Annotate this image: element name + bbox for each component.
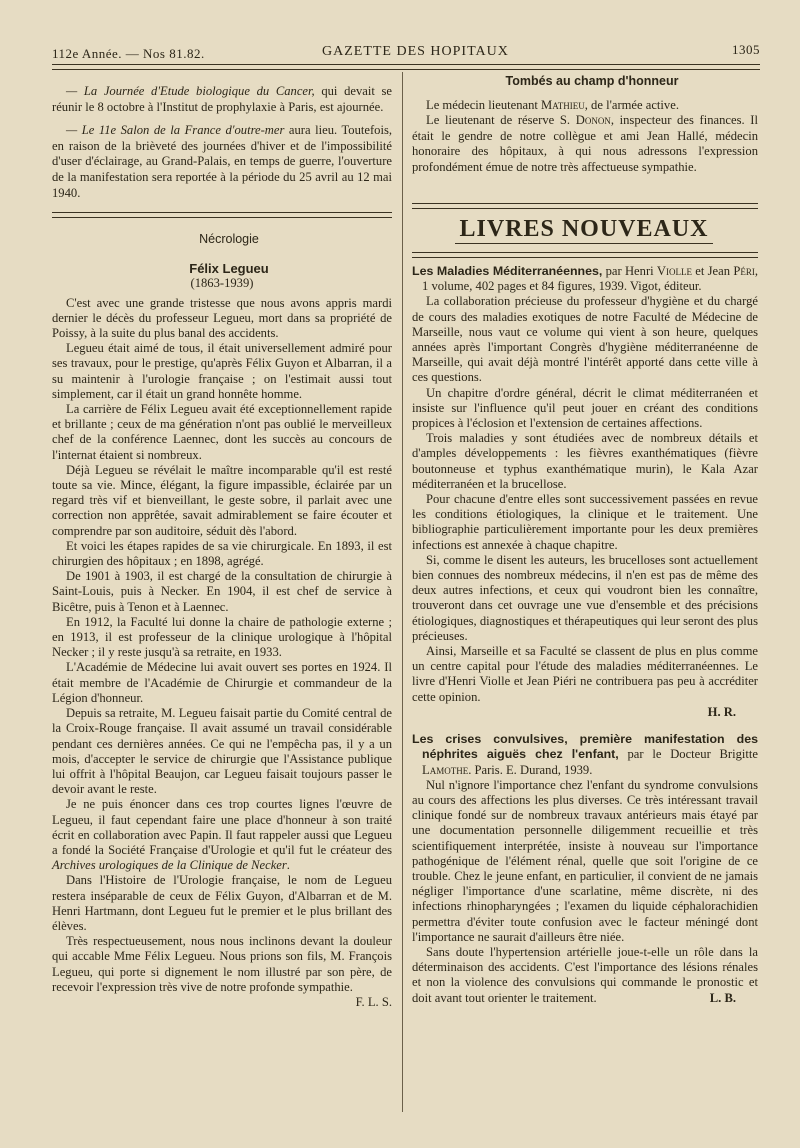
archives-tail: . <box>286 858 290 873</box>
livres-bottom-rule <box>412 252 758 258</box>
obituary-dates: (1863-1939) <box>190 276 254 291</box>
tombes-name: Mathieu <box>541 97 585 112</box>
tombes-entry-1 <box>412 98 758 114</box>
review-paragraph: La collaboration précieuse du professeur d'hygiène et du chargé de cours des maladies exotiques de notre Faculté de Médecine de Marseille, nous vaut ce volume qui vient à son heure, quelques années après l'important Congrès d'hygiène méditerranéenne de Marseille, qui avait déjà montré l'intérêt apporté dans cette ville à ces questions. <box>412 294 758 385</box>
tombes-text: Le médecin lieutenant <box>426 97 542 112</box>
necro-paragraph: C'est avec une grande tristesse que nous avons appris mardi dernier le décès du professeur Legueu, mort dans sa propriété de Poissy, à la suite du plus banal des accidents. <box>52 295 392 341</box>
necro-paragraph: Déjà Legueu se révélait le maître incomparable qu'il est resté toute sa vie. Mince, élégant, la figure impassible, éclairée par un regard très vif et bienveillant, le geste sobre, il parlait avec une correction non apprêtée, savait admirablement se faire écouter et comprendre par son auditoire, séduit dès l'abord. <box>52 462 392 538</box>
tombes-text: , de l'armée active. <box>584 97 679 112</box>
header-rule <box>52 64 760 70</box>
book-ref-text: par Henri <box>602 264 657 278</box>
tombes-entry-2 <box>412 113 758 175</box>
necro-paragraph-final <box>52 934 392 1009</box>
salon-notice-text: aura lieu. Toutefois, en raison de la brièveté des journées d'hiver et de l'impossibilité d'user d'éclairage, au Grand-Palais, en temps de guerre, l'ouverture de la manifestation sera reportée à la période du 25 avril au 12 mai 1940. <box>52 123 392 200</box>
book-author: Lamothe <box>422 762 469 777</box>
book-title: Les crises convulsives, première manifestation des néphrites aiguës chez l'enfant, <box>412 732 758 762</box>
necro-paragraph: Dans l'Histoire de l'Urologie française, le nom de Legueu restera inséparable de ceux de Félix Guyon, d'Albarran et de M. Henri Hartmann, dont Legueu fut le premier et le plus brillant des élèves. <box>52 873 392 933</box>
review-paragraph: Ainsi, Marseille et sa Faculté se classent de plus en plus comme un centre capital pour l'étude des maladies méditerranéennes. Le livre d'Henri Violle et Jean Piéri ne contribuera pas peu à accréditer cette opinion. <box>412 644 758 704</box>
issue-number: 112e Année. — Nos 81.82. <box>52 46 205 61</box>
necro-paragraph: L'Académie de Médecine lui avait ouvert ses portes en 1924. Il était membre de l'Académie de Chirurgie et commandeur de la Légion d'honneur. <box>52 660 392 705</box>
book-reference-2 <box>412 732 758 778</box>
book-author: Péri <box>733 264 755 278</box>
necro-paragraph: Legueu était aimé de tous, il était universellement admiré pour ses travaux, pour le prestige, qu'après Félix Guyon et Albarran, il a su maintenir à l'urologie française ; on l'estimait aussi tout simplement, car il était un grand honnête homme. <box>52 341 392 401</box>
necro-paragraph: Depuis sa retraite, M. Legueu faisait partie du Comité central de la Croix-Rouge française. Il avait assumé un travail considérable pendant ces dernières années. Ce qui ne l'empêcha pas, il y a un mois, d'accepter le service de chirurgie que l'Assistance publique lui offrit à l'hôpital Beaujon, car Legueu faisait toujours passer le devoir avant le reste. <box>52 706 392 797</box>
column-divider <box>402 72 403 1112</box>
tombes-name: Donon <box>575 113 611 128</box>
book-title: Les Maladies Méditerranéennes, <box>412 264 603 278</box>
obituary-name: Félix Legueu <box>189 261 269 277</box>
cancer-notice <box>52 84 392 115</box>
review-paragraph: Pour chacune d'entre elles sont successivement passées en revue les conditions étiologiques, la clinique et le traitement. Une bibliographie particulièrement importante pour les deux premières infections est annexée à chaque chapitre. <box>412 492 758 552</box>
necro-signature: F. L. S. <box>355 994 392 1009</box>
book-ref-text: et Jean <box>692 264 734 278</box>
review-signature: H. R. <box>707 704 736 719</box>
review-paragraph: Si, comme le disent les auteurs, les brucelloses sont actuellement bien connues des nombreux médecins, il n'en est pas de même des deux autres infections, et ceux qui voudront bien les connaître, trouveront dans cet ouvrage une vue d'ensemble et des précisions étiologiques, diagnostiques et thérapeutiques qui leur seront des plus précieuses. <box>412 552 758 643</box>
necrologie-column <box>52 232 392 1010</box>
necro-paragraph: De 1901 à 1903, il est chargé de la consultation de chirurgie à Saint-Louis, puis à Necker. En 1904, il est chef de service à Bicêtre, puis à Tenon et à Laennec. <box>52 569 392 614</box>
livres-title <box>410 216 758 250</box>
book-author: Violle <box>656 264 693 278</box>
necro-paragraph: Et voici les étapes rapides de sa vie chirurgicale. En 1893, il est chirurgien des hôpitaux ; en 1898, agrégé. <box>52 538 392 569</box>
necro-oeuvre-text: Je ne puis énoncer dans ces trop courtes lignes l'œuvre de Legueu, il faut cependant faire une place d'honneur à son traité écrit en collaboration avec Papin. Il faut rappeler aussi que Legueu a fondé la Société Française d'Urologie et qu'il fut le créateur des <box>52 797 392 857</box>
review-signature: L. B. <box>709 990 736 1005</box>
book-ref-text: par le Docteur Brigitte <box>618 747 758 762</box>
tombes-column <box>412 74 758 176</box>
journal-title: GAZETTE DES HOPITAUX <box>322 44 509 59</box>
necro-final-text: Très respectueusement, nous nous inclinons devant la douleur qui accable Mme Félix Legueu. Nous prions son fils, M. François Legueu, qui porte si dignement le nom illustré par son père, de recevoir l'expression très vive de notre profonde sympathie. <box>52 934 392 994</box>
necrologie-rule <box>52 212 392 218</box>
necrologie-heading: Nécrologie <box>199 232 259 246</box>
tombes-heading: Tombés au champ d'honneur <box>505 74 679 88</box>
livres-title-text: LIVRES NOUVEAUX <box>455 216 712 244</box>
tombes-text: , inspecteur des finances. Il était le gendre de notre collègue et ami Jean Hallé, médecin honoraire des hôpitaux, à qui nous adressons l'expression profondément émue de notre très affectueuse sympathie. <box>412 113 758 174</box>
livres-top-rule <box>412 203 758 209</box>
salon-notice-lead: — Le 11e Salon de la France d'outre-mer <box>66 123 285 138</box>
livres-column <box>412 264 758 1006</box>
salon-notice <box>52 123 392 201</box>
necro-paragraph-oeuvre <box>52 797 392 873</box>
left-column <box>52 84 392 201</box>
archives-title: Archives urologiques de la Clinique de Necker <box>52 858 287 873</box>
review-paragraph: Nul n'ignore l'importance chez l'enfant du syndrome convulsions au cours des affections les plus diverses. Ce très intéressant travail clinique fondé sur de nombreux travaux antérieurs mais étayé par une documentation personnelle diligemment recueillie et très scientifiquement interprétée, insiste à nouveau sur l'importance pathogénique de l'élément rénal, quelle que soit l'origine de ce trouble. Chez le jeune enfant, en particulier, il convient de ne jamais négliger l'importance d'une scarlatine, même discrète, ni des infections rhinopharyngées ; l'examen du liquide céphalorachidien permettra d'éviter toute confusion avec le facteur méningé dont l'importance ne saurait d'ailleurs être niée. <box>412 777 758 944</box>
tombes-text: Le lieutenant de réserve S. <box>426 113 576 128</box>
book-ref-text: . Paris. E. Durand, 1939. <box>468 762 593 777</box>
book-reference-1 <box>412 264 758 294</box>
page-number: 1305 <box>732 42 760 57</box>
cancer-notice-text: qui devait se réunir le 8 octobre à l'Institut de prophylaxie à Paris, est ajournée. <box>52 84 392 114</box>
necro-paragraph: En 1912, la Faculté lui donne la chaire de pathologie externe ; en 1913, il est professeur de la clinique urologique à l'hôpital Necker ; il y reste jusqu'à sa retraite, en 1933. <box>52 614 392 660</box>
book-ref-text: , 1 volume, 402 pages et 84 figures, 1939. Vigot, éditeur. <box>422 264 758 294</box>
review-paragraph: Trois maladies y sont étudiées avec de nombreux détails et d'amples développements : les fièvres exanthématiques (fièvre boutonneuse et typhus exanthématique murin), le Kala Azar méditerranéen et la brucellose. <box>412 431 758 491</box>
review-final-text: Sans doute l'hypertension artérielle joue-t-elle un rôle dans la déterminaison des accidents. C'est l'importance des lésions rénales et non la violence des convulsions qui commande le pronostic et doit avant tout orienter le traitement. <box>412 944 758 1005</box>
review-paragraph-final <box>412 945 758 1006</box>
necro-paragraph: La carrière de Félix Legueu avait été exceptionnellement rapide et brillante ; ceux de ma génération n'ont pas oublié le merveilleux chef de la conférence Laennec, dont les succès au concours de l'internat étaient si nombreux. <box>52 402 392 462</box>
cancer-notice-lead: — La Journée d'Etude biologique du Cancer, <box>66 84 315 98</box>
review-paragraph: Un chapitre d'ordre général, décrit le climat méditerranéen et insiste sur l'influence qu'il peut jouer en créant des conditions propices à l'éclosion et l'extension de certaines affections. <box>412 385 758 431</box>
page-header <box>52 40 760 64</box>
